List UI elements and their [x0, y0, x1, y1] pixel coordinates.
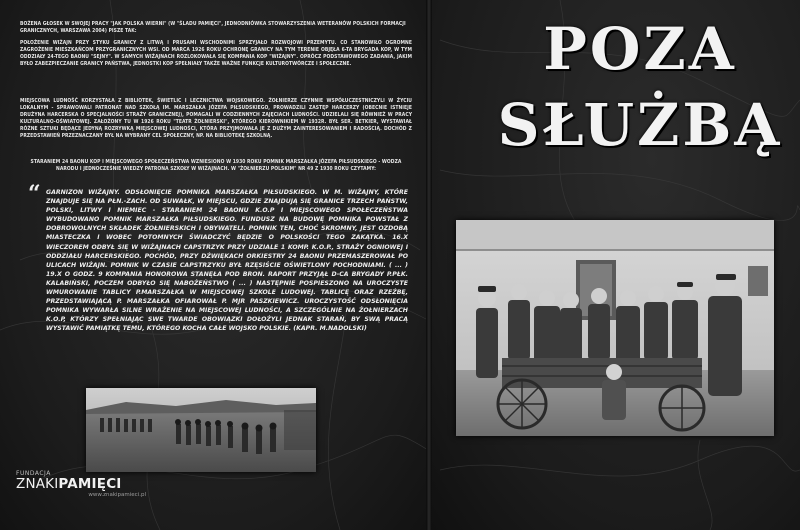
quote-mark-icon: “ — [28, 181, 41, 207]
paragraph-3: STARANIEM 24 BAONU KOP I MIEJSCOWEGO SPOŁECZEŃSTWA WZNIESIONO W 1930 ROKU POMNIK MARSZAŁKA JÓZEFA PIŁSUDSKIEGO - WODZA NARODU I JEDNOCZEŚNIE WIEDZY PATRONA SZKOŁY W WIŻAJNACH. W "ŻOŁNIERZU POLSKIM" NR 49 Z 1930 ROKU CZYTAMY: — [30, 159, 402, 172]
paragraph-1: POŁOŻENIE WIŻAJN PRZY STYKU GRANICY Z LITWĄ I PRUSAMI WSCHODNIMI SPRZYJAŁO ROZWOJOWI PRZEMYTU. CO STANOWIŁO OGROMNE ZAGROŻENIE MIESZKAŃCOM PRZYGRANICZNYCH WSI. OD MARCA 1926 ROKU OCHRONĘ GRANICY NA TYM TERENIE OBJĘŁA 6-TA BRYGADA KOP, W TYM ODDZIAŁY 24-TEGO BAONU "SEJNY". W SAMYCH WIŻAJNACH ROZLOKOWAŁA SIĘ KOMPANIA KOP "WIŻAJNY". OPRÓCZ PODSTAWOWEGO ZADANIA, JAKIM BYŁO ZABEZPIECZANIE GRANICY PAŃSTWA, JEDNOSTKI KOP SPEŁNIAŁY TAKŻE WAŻNE FUNKCJE KULTUROTWÓRCZE I SPOŁECZNE. — [20, 40, 412, 67]
book-gutter — [426, 0, 432, 530]
quote-text: GARNIZON WIŻAJNY. ODSŁONIĘCIE POMNIKA MARSZAŁKA PIŁSUDSKIEGO. W M. WIŻAJNY, KTÓRE ZNAJDUJE SIĘ NA PŁN.-ZACH. OD SUWAŁK, W MIEJSCU, GDZIE ZNAJDUJĄ SIĘ GRANICE TRZECH PAŃSTW, POLSKI, LITWY I NIEMIEC - STARANIEM 24 BAONU K.O.P I MIEJSCOWEGO SPOŁECZEŃSTWA WYBUDOWANO POMNIK MARSZAŁKA PIŁSUDSKIEGO. FUNDUSZ NA BUDOWĘ POMNIKA POWSTAŁ Z DOBROWOLNYCH SKŁADEK ŻOŁNIERSKICH I OBYWATELI. POMNIK TEN, CHOĆ SKROMNY, JEST OZDOBĄ MIASTECZKA I WOBEC POTOMNYCH ŚWIADCZYĆ BĘDZIE O POLSKOŚCI TEGO ZAKĄTKA. 16.X WIECZOREM ODBYŁ SIĘ W WIŻAJNACH CAPSTRZYK PRZY UDZIALE 1 KOMP. K.O.P., STRAŻY OGNIOWEJ I ODDZIAŁU HARCERSKIEGO. POCHÓD, PRZY DŹWIĘKACH ORKIESTRY 24 BAONU PRZEMASZEROWAŁ PO ULICACH WIŻAJN. POMNIK W CZASIE CAPSTRZYKU BYŁ RZĘSIŚCIE OŚWIETLONY POCHODNIAMI. ( ... ) 19.X O GODZ. 9 KOMPANIA HONOROWA STANĘŁA POD BRON. RAPORT PRZYJĄŁ D-CA BRYGADY P.PŁK. KALABIŃSKI, POCZEM ODBYŁO SIĘ NABOŻEŃSTWO ( ... ) NASTĘPNIE POSPIESZONO NA UROCZYSTE WMUROWANIE TABLICY P.MARSZAŁKA W MIEJSCOWEJ SZKOLE LUDOWEJ. TABLICĘ ORAZ RZEŹBĘ, PRZEDSTAWIAJĄCĄ P. MARSZAŁKA OFIAROWAŁ P. MJR PASZKIEWICZ. UROCZYSTOŚĆ ODSŁONIĘCIA POMNIKA WYWARŁA SILNE WRAŻENIE NA MIEJSCOWEJ LUDNOŚCI, A SZCZEGÓLNIE NA ŻOŁNIERZACH K.O.P, KTÓRZY SPEŁNIAJĄC SWE TWARDE OBOWIĄZKI DOŁOŻYLI JEDNAK STARAŃ, BY SWĄ PRACĄ WYSTAWIĆ PAMIĄTKĘ TEMU, KTÓREGO KOCHA CAŁE WOJSKO POLSKIE. (KAPR. M.NADOLSKI) — [46, 189, 408, 333]
page-title-line-1: POZA — [543, 15, 737, 83]
paragraph-2: MIEJSCOWA LUDNOŚĆ KORZYSTAŁA Z BIBLIOTEK, ŚWIETLIC I LECZNICTWA WOJSKOWEGO. ŻOŁNIERZE CZYNNIE WSPÓŁUCZESTNICZYLI W ŻYCIU LOKALNYM - SPRAWOWALI PATRONAT NAD SZKOŁĄ IM. MARSZAŁKA JÓZEFA PIŁSUDSKIEGO, PROWADZILI ZASTĘP HARCERZY (OBECNIE ISTNIEJE DRUŻYNA HARCERSKA O SPECJALNOŚCI STRAŻY GRANICZNEJ), POMAGALI W CODZIENNYCH ZAJĘCIACH LUDNOŚCI. UDZIELALI SIĘ RÓWNIEŻ W PRACY KULTURALNO-OŚWIATOWEJ. ZAŁOŻONY TU W 1926 ROKU "TEATR ŻOŁNIERSKI", KTÓREGO KIEROWNIKIEM W 1932R. BYŁ SER. BETKIER, WYSTAWIAŁ RÓŻNE SZTUKI BĘDĄCE JEDYNĄ ROZRYWKĄ MIEJSCOWEJ LUDNOŚCI, KTÓRA PRZYJMOWAŁA JE Z DUŻYM ZAINTERESOWANIEM I RADOŚCIĄ. DOCHÓD Z PRZEDSTAWIEŃ PRZEZNACZANY BYŁ NA WYBRANY CEL SPOŁECZNY, NP. NA BIBLIOTEKĘ SZKOLNĄ. — [20, 98, 412, 139]
foundation-logo — [16, 470, 146, 499]
logo-url: www.znakipamieci.pl — [88, 492, 146, 498]
group-photo — [456, 220, 774, 436]
logo-word-2: PAMIĘCI — [58, 476, 122, 492]
logo-label: FUNDACJA — [16, 470, 51, 477]
logo-word-1: ZNAKI — [16, 476, 59, 492]
logo-wordmark — [16, 477, 146, 491]
marching-soldiers-photo — [86, 388, 316, 472]
page-title-line-2: SŁUŻBĄ — [497, 91, 783, 159]
intro-text: BOŻENA GŁOSEK W SWOJEJ PRACY "JAK POLSKA WIERNI" (W "ŚLADU PAMIĘCI", JEDNODNIÓWKA STOWARZYSZENIA WETERANÓW POLSKICH FORMACJI GRANICZNYCH, WARSZAWA 2004) PISZE TAK: — [20, 21, 406, 34]
